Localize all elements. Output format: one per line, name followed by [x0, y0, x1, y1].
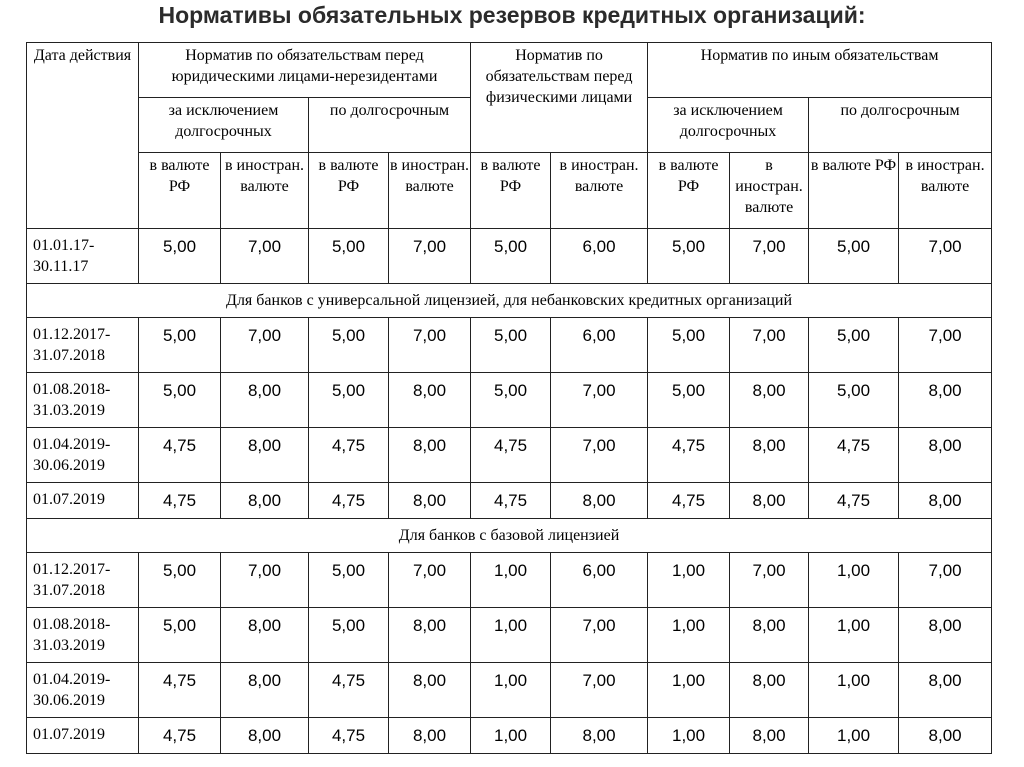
value-cell: 1,00 [809, 608, 899, 663]
value-cell: 5,00 [309, 318, 389, 373]
value-cell: 4,75 [309, 718, 389, 754]
value-cell: 7,00 [221, 318, 309, 373]
value-cell: 5,00 [471, 229, 551, 284]
value-cell: 4,75 [809, 428, 899, 483]
header-long-term: по долгосрочным [809, 98, 992, 153]
value-cell: 8,00 [730, 428, 809, 483]
value-cell: 5,00 [309, 608, 389, 663]
value-cell: 4,75 [648, 428, 730, 483]
value-cell: 8,00 [221, 373, 309, 428]
value-cell: 8,00 [389, 663, 471, 718]
header-currency-foreign: в иностран. валюте [389, 153, 471, 229]
value-cell: 8,00 [899, 373, 992, 428]
value-cell: 8,00 [221, 608, 309, 663]
value-cell: 5,00 [648, 229, 730, 284]
value-cell: 7,00 [551, 373, 648, 428]
reserve-requirements-table [26, 42, 992, 754]
page-title: Нормативы обязательных резервов кредитных организаций: [158, 2, 866, 28]
value-cell: 7,00 [389, 318, 471, 373]
value-cell: 8,00 [551, 483, 648, 519]
value-cell: 4,75 [809, 483, 899, 519]
header-currency-foreign: в иностран. валюте [551, 153, 648, 229]
value-cell: 4,75 [139, 718, 221, 754]
value-cell: 7,00 [551, 663, 648, 718]
value-cell: 7,00 [899, 229, 992, 284]
date-cell: 01.08.2018-31.03.2019 [27, 373, 139, 428]
value-cell: 8,00 [899, 483, 992, 519]
date-cell: 01.12.2017-31.07.2018 [27, 553, 139, 608]
header-except-long-term: за исключением долгосрочных [139, 98, 309, 153]
value-cell: 8,00 [899, 663, 992, 718]
value-cell: 1,00 [648, 553, 730, 608]
table-row [27, 718, 992, 754]
value-cell: 5,00 [471, 373, 551, 428]
value-cell: 1,00 [809, 718, 899, 754]
header-currency-rub: в валюте РФ [139, 153, 221, 229]
value-cell: 5,00 [471, 318, 551, 373]
value-cell: 1,00 [471, 663, 551, 718]
value-cell: 5,00 [139, 373, 221, 428]
table-row [27, 318, 992, 373]
header-currency-rub: в валюте РФ [471, 153, 551, 229]
value-cell: 1,00 [648, 718, 730, 754]
header-currency-foreign: в иностран. валюте [221, 153, 309, 229]
value-cell: 8,00 [551, 718, 648, 754]
table-row [27, 483, 992, 519]
table-row [27, 608, 992, 663]
value-cell: 4,75 [139, 428, 221, 483]
table-row [27, 229, 992, 284]
header-date: Дата действия [27, 43, 139, 229]
value-cell: 4,75 [648, 483, 730, 519]
value-cell: 7,00 [389, 553, 471, 608]
header-long-term: по долгосрочным [309, 98, 471, 153]
value-cell: 8,00 [389, 608, 471, 663]
date-cell: 01.07.2019 [27, 483, 139, 519]
value-cell: 5,00 [309, 553, 389, 608]
table-row [27, 553, 992, 608]
value-cell: 1,00 [648, 608, 730, 663]
value-cell: 1,00 [809, 663, 899, 718]
value-cell: 4,75 [309, 428, 389, 483]
value-cell: 4,75 [139, 483, 221, 519]
value-cell: 5,00 [809, 318, 899, 373]
value-cell: 8,00 [221, 663, 309, 718]
value-cell: 1,00 [471, 718, 551, 754]
header-currency-foreign: в иностран. валюте [730, 153, 809, 229]
value-cell: 6,00 [551, 318, 648, 373]
date-cell: 01.04.2019-30.06.2019 [27, 663, 139, 718]
value-cell: 4,75 [139, 663, 221, 718]
value-cell: 5,00 [139, 229, 221, 284]
value-cell: 8,00 [899, 608, 992, 663]
value-cell: 5,00 [648, 373, 730, 428]
value-cell: 7,00 [221, 553, 309, 608]
header-other: Норматив по иным обязательствам [648, 43, 992, 98]
date-cell: 01.01.17-30.11.17 [27, 229, 139, 284]
value-cell: 4,75 [309, 483, 389, 519]
value-cell: 5,00 [139, 318, 221, 373]
value-cell: 1,00 [471, 608, 551, 663]
header-except-long-term: за исключением долгосрочных [648, 98, 809, 153]
value-cell: 8,00 [730, 373, 809, 428]
date-cell: 01.04.2019-30.06.2019 [27, 428, 139, 483]
value-cell: 8,00 [221, 718, 309, 754]
value-cell: 8,00 [730, 483, 809, 519]
value-cell: 7,00 [730, 553, 809, 608]
value-cell: 4,75 [309, 663, 389, 718]
value-cell: 6,00 [551, 553, 648, 608]
value-cell: 8,00 [389, 483, 471, 519]
value-cell: 7,00 [221, 229, 309, 284]
value-cell: 4,75 [471, 428, 551, 483]
value-cell: 5,00 [139, 553, 221, 608]
section-header: Для банков с универсальной лицензией, для небанковских кредитных организаций [27, 284, 992, 318]
date-cell: 01.07.2019 [27, 718, 139, 754]
value-cell: 1,00 [471, 553, 551, 608]
table-row [27, 373, 992, 428]
value-cell: 1,00 [648, 663, 730, 718]
value-cell: 8,00 [730, 718, 809, 754]
value-cell: 1,00 [809, 553, 899, 608]
date-cell: 01.08.2018-31.03.2019 [27, 608, 139, 663]
value-cell: 8,00 [730, 663, 809, 718]
value-cell: 4,75 [471, 483, 551, 519]
value-cell: 8,00 [899, 428, 992, 483]
table-row [27, 663, 992, 718]
date-cell: 01.12.2017-31.07.2018 [27, 318, 139, 373]
value-cell: 5,00 [809, 373, 899, 428]
header-currency-rub: в валюте РФ [809, 153, 899, 229]
value-cell: 5,00 [648, 318, 730, 373]
value-cell: 7,00 [551, 428, 648, 483]
header-currency-rub: в валюте РФ [309, 153, 389, 229]
value-cell: 8,00 [221, 428, 309, 483]
table-row [27, 428, 992, 483]
value-cell: 7,00 [899, 553, 992, 608]
value-cell: 7,00 [730, 318, 809, 373]
header-currency-foreign: в иностран. валюте [899, 153, 992, 229]
value-cell: 5,00 [139, 608, 221, 663]
value-cell: 6,00 [551, 229, 648, 284]
value-cell: 8,00 [730, 608, 809, 663]
value-cell: 7,00 [899, 318, 992, 373]
value-cell: 8,00 [389, 718, 471, 754]
header-currency-rub: в валюте РФ [648, 153, 730, 229]
value-cell: 7,00 [551, 608, 648, 663]
value-cell: 7,00 [730, 229, 809, 284]
header-legal-nonresidents: Норматив по обязательствам перед юридическими лицами-нерезидентами [139, 43, 471, 98]
value-cell: 8,00 [221, 483, 309, 519]
value-cell: 5,00 [309, 229, 389, 284]
value-cell: 7,00 [389, 229, 471, 284]
header-individuals: Норматив по обязательствам перед физическими лицами [471, 43, 648, 153]
section-header: Для банков с базовой лицензией [27, 519, 992, 553]
value-cell: 8,00 [389, 373, 471, 428]
value-cell: 5,00 [809, 229, 899, 284]
value-cell: 8,00 [389, 428, 471, 483]
value-cell: 8,00 [899, 718, 992, 754]
value-cell: 5,00 [309, 373, 389, 428]
